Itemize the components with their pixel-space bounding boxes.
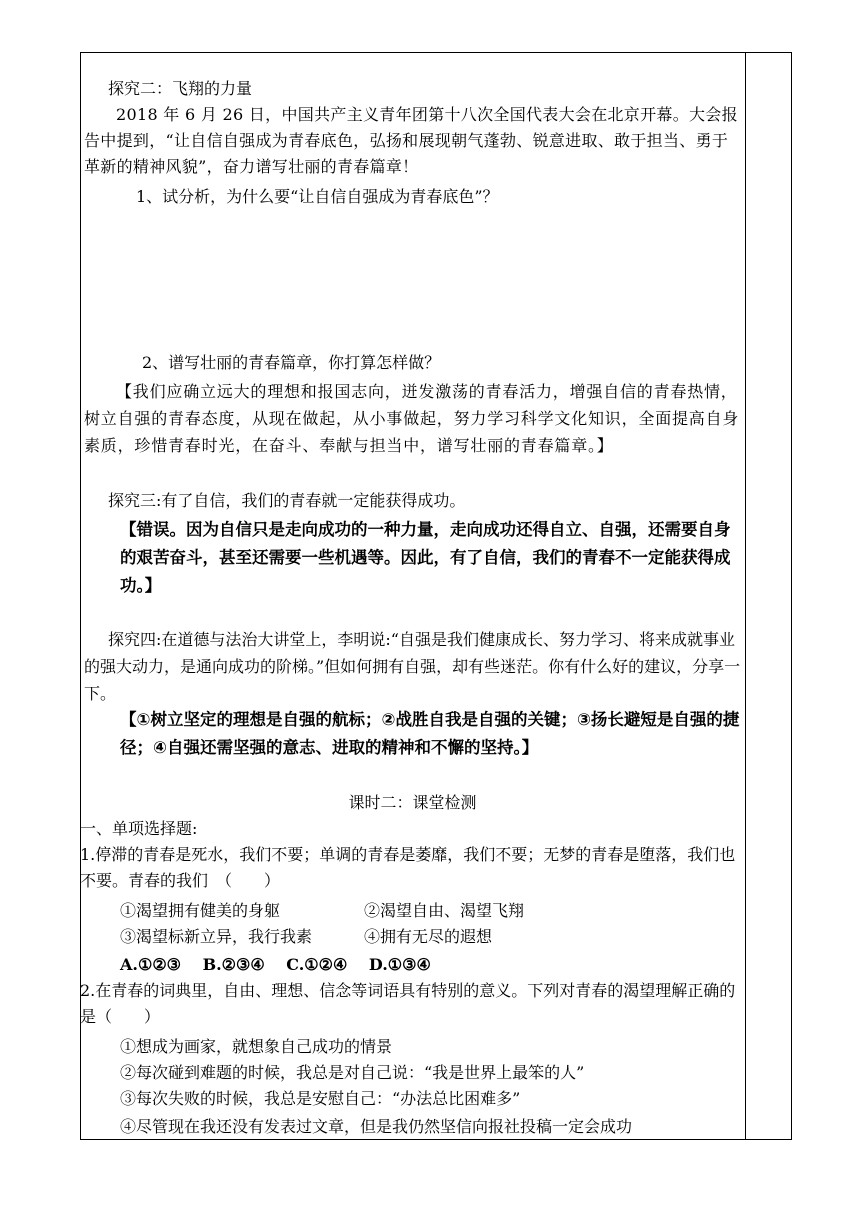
quiz-q1-option-1: ①渴望拥有健美的身躯	[120, 901, 281, 920]
quiz-title: 课时二：课堂检测	[348, 793, 477, 812]
quiz-q1-stem	[80, 842, 741, 894]
quiz-q2-option-3: ③每次失败的时候，我总是安慰自己：“办法总比困难多”	[120, 1089, 521, 1108]
quiz-part-heading: 一、单项选择题:	[80, 819, 198, 838]
quiz-q2-option-2: ②每次碰到难题的时候，我总是对自己说：“我是世界上最笨的人”	[120, 1063, 585, 1082]
section2-question-1: 1、试分析，为什么要“让自信自强成为青春底色”？	[136, 187, 499, 206]
quiz-q1-choices: A.①②③ B.②③④ C.①②④ D.①③④	[120, 955, 431, 974]
section2-heading: 探究二：飞翔的力量	[108, 79, 253, 98]
quiz-q1-option-3: ③渴望标新立异，我行我素	[120, 927, 313, 946]
section3-answer: 【错误。因为自信只是走向成功的一种力量，走向成功还得自立、自强，还需要自身的艰苦奋斗，甚至还需要一些机遇等。因此，有了自信，我们的青春不一定能获得成功。】	[120, 520, 731, 595]
quiz-q1-option-4: ④拥有无尽的遐想	[364, 927, 493, 946]
quiz-q2-stem: 2.在青春的词典里，自由、理想、信念等词语具有特别的意义。下列对青春的渴望理解正确的是（ ）	[80, 981, 736, 1026]
quiz-q1-options-row-2	[84, 924, 741, 950]
quiz-q2-option-4: ④尽管现在我还没有发表过文章，但是我仍然坚信向报社投稿一定会成功	[120, 1117, 633, 1136]
section4-text: 探究四:在道德与法治大讲堂上，李明说:“自强是我们健康成长、努力学习、将来成就事业的强大动力，是通向成功的阶梯。”但如何拥有自强，却有些迷茫。你有什么好的建议，分享一下。	[84, 630, 741, 703]
section2-intro: 2018 年 6 月 26 日，中国共产主义青年团第十八次全国代表大会在北京开幕。大会报告中提到，“让自信自强成为青春底色，弘扬和展现朝气蓬勃、锐意进取、敢于担当、勇于革新的精神风貌”，奋力谱写壮丽的青春篇章！	[84, 105, 738, 176]
quiz-q2-option-1: ①想成为画家，就想象自己成功的情景	[120, 1037, 393, 1056]
section3-heading: 探究三:有了自信，我们的青春就一定能获得成功。	[108, 491, 466, 510]
quiz-q1-options-row-1	[84, 898, 741, 924]
quiz-q1-option-2: ②渴望自由、渴望飞翔	[364, 901, 525, 920]
column-divider	[745, 52, 746, 1140]
section2-question-2: 2、谱写壮丽的青春篇章，你打算怎样做？	[142, 353, 441, 372]
section2-answer-2: 【我们应确立远大的理想和报国志向，迸发激荡的青春活力，增强自信的青春热情，树立自强的青春态度，从现在做起，从小事做起，努力学习科学文化知识，全面提高自身素质，珍惜青春时光，在奋斗、奉献与担当中，谱写壮丽的青春篇章。】	[84, 382, 740, 455]
section4-answer: 【①树立坚定的理想是自强的航标；②战胜自我是自强的关键；③扬长避短是自强的捷径；④自强还需坚强的意志、进取的精神和不懈的坚持。】	[120, 710, 740, 757]
quiz-q1-stem-text: 1.停滞的青春是死水，我们不要；单调的青春是萎靡，我们不要；无梦的青春是堕落，我们也不要。青春的我们 （ ）	[80, 845, 736, 890]
